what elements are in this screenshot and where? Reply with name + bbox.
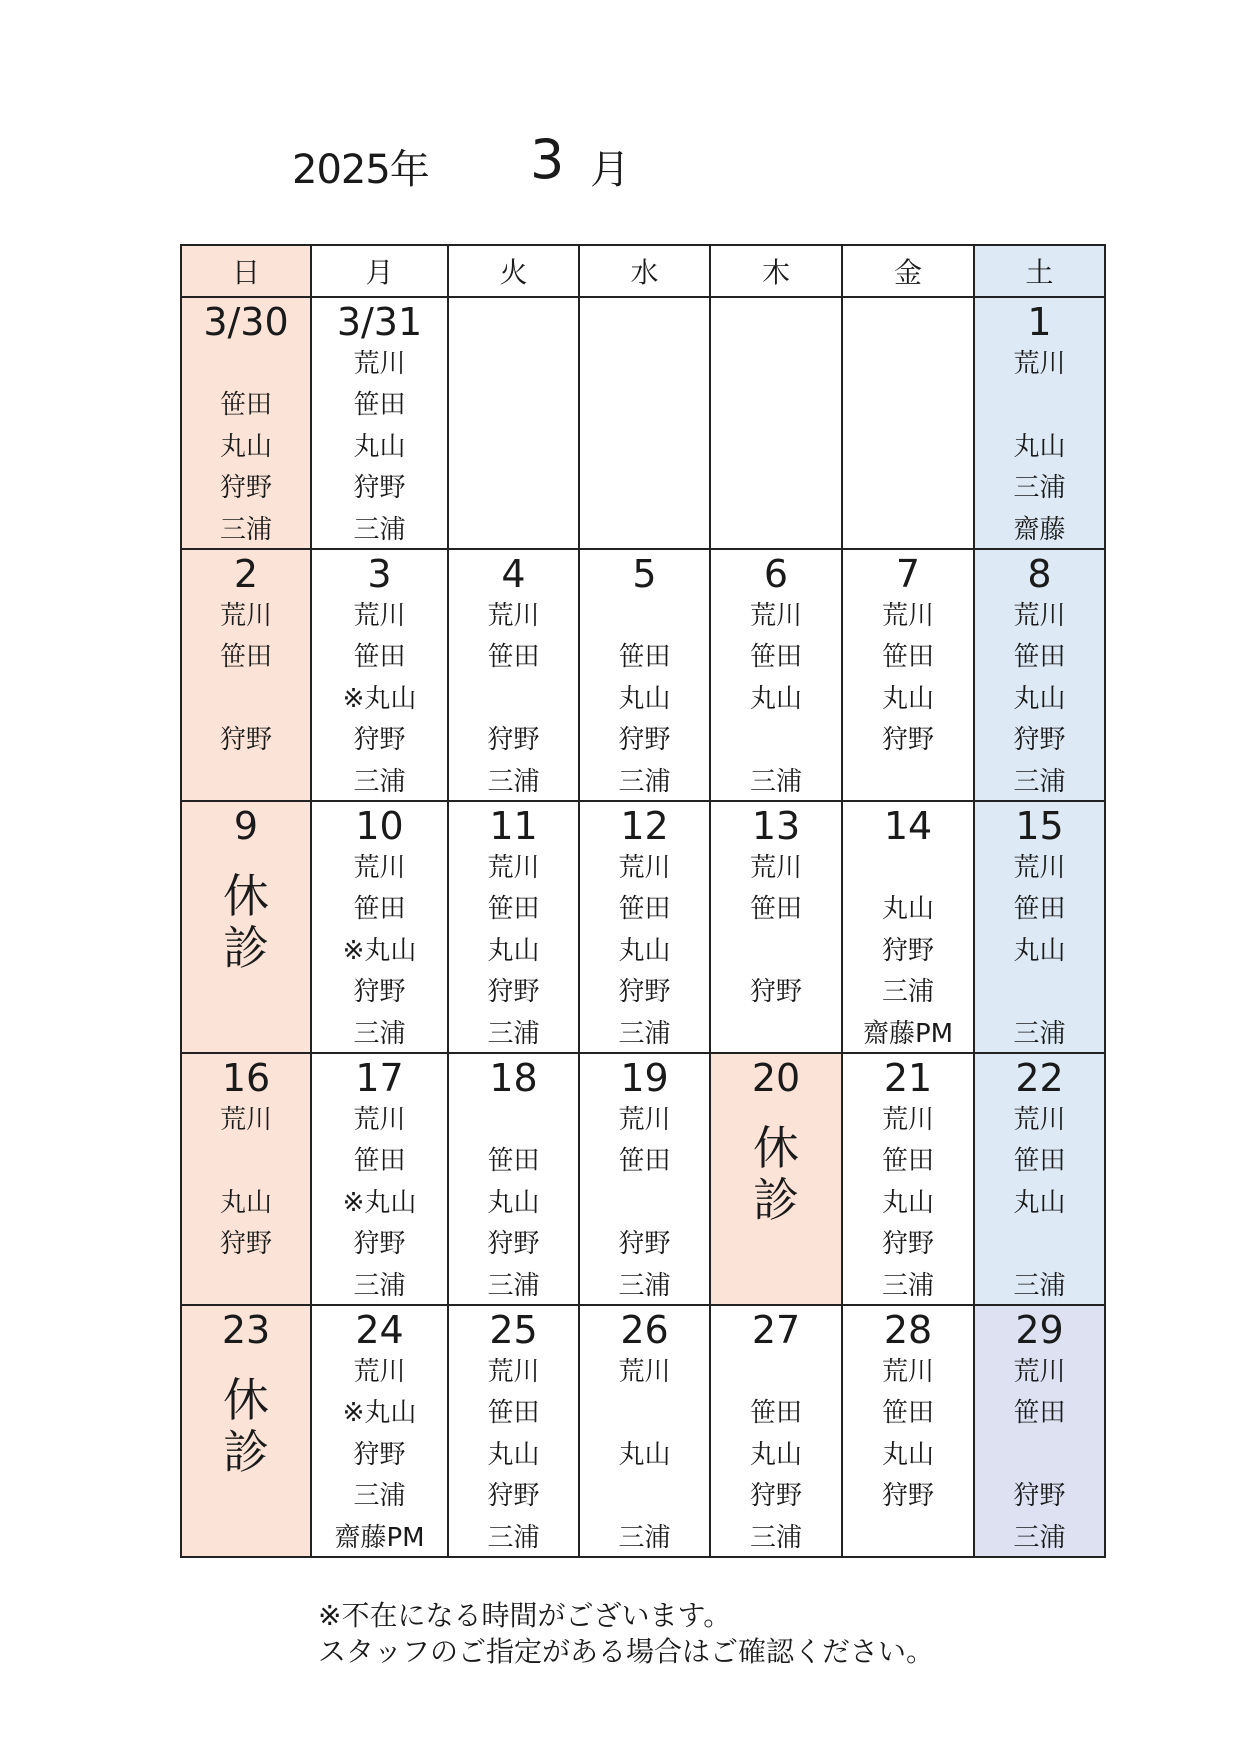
calendar-week-row [181, 801, 1105, 1053]
staff-name [580, 468, 709, 509]
staff-name: 丸山 [353, 431, 406, 462]
day-number: 22 [1015, 1056, 1064, 1100]
staff-name: 荒川 [353, 1105, 406, 1135]
day-number [711, 300, 841, 344]
staff-name: 笹田 [353, 642, 406, 673]
staff-name [711, 931, 841, 972]
staff-name: 三浦 [487, 1018, 540, 1049]
staff-name: 狩野 [618, 1229, 671, 1260]
month-label: 月 [590, 147, 630, 193]
day-number: 11 [489, 804, 538, 848]
staff-name: 丸山 [618, 683, 671, 714]
calendar-day-cell [311, 549, 448, 801]
staff-name: 笹田 [487, 894, 540, 925]
day-number: 4 [501, 552, 526, 596]
staff-name: 三浦 [1013, 766, 1066, 797]
staff-name [843, 427, 973, 468]
calendar-day-cell [710, 297, 842, 549]
staff-name: 丸山 [1013, 1187, 1066, 1218]
staff-name: 三浦 [219, 514, 272, 545]
staff-name: 荒川 [353, 349, 406, 379]
day-number: 29 [1015, 1308, 1064, 1352]
day-number: 17 [355, 1056, 404, 1100]
staff-name: 丸山 [618, 1439, 671, 1470]
staff-name: 荒川 [749, 853, 802, 883]
staff-name: 狩野 [487, 725, 540, 756]
staff-name: 荒川 [487, 853, 540, 883]
staff-name: 笹田 [1013, 1398, 1066, 1429]
staff-name: 荒川 [1013, 853, 1066, 883]
staff-name: 荒川 [618, 1357, 671, 1387]
staff-name [711, 427, 841, 468]
calendar-day-cell [181, 549, 311, 801]
staff-name [449, 510, 578, 551]
staff-name: 三浦 [618, 1018, 671, 1049]
staff-name: 荒川 [353, 853, 406, 883]
calendar-day-cell [710, 1305, 842, 1557]
staff-name [843, 762, 973, 803]
day-number: 16 [221, 1056, 271, 1100]
closed-char: 休 [223, 1373, 269, 1427]
staff-name: 狩野 [881, 1481, 934, 1512]
staff-name: 荒川 [881, 1357, 934, 1387]
staff-name: 丸山 [1013, 935, 1066, 966]
staff-name: 笹田 [618, 1146, 671, 1177]
staff-name: 三浦 [749, 766, 802, 797]
staff-name: 狩野 [1013, 725, 1066, 756]
calendar-week-row [181, 1305, 1105, 1557]
staff-name [580, 427, 709, 468]
calendar-week-row [181, 1053, 1105, 1305]
staff-name: ※丸山 [342, 683, 417, 714]
staff-name: 荒川 [618, 1105, 671, 1135]
day-number: 5 [632, 552, 657, 596]
staff-name [843, 385, 973, 426]
day-number [843, 300, 973, 344]
staff-name: 三浦 [1013, 473, 1066, 504]
weekday-header: 木 [710, 245, 842, 297]
staff-name [711, 344, 841, 385]
staff-name: 丸山 [881, 683, 934, 714]
staff-name: 笹田 [1013, 642, 1066, 673]
staff-name: 狩野 [353, 1229, 406, 1260]
staff-name [843, 1518, 973, 1559]
staff-name: 狩野 [1013, 1481, 1066, 1512]
staff-name: 荒川 [749, 601, 802, 631]
staff-name: 笹田 [219, 390, 272, 421]
staff-name: 丸山 [881, 894, 934, 925]
staff-name: 三浦 [1013, 1270, 1066, 1301]
staff-name [580, 1393, 709, 1434]
staff-name: 狩野 [353, 977, 406, 1008]
day-number: 6 [763, 552, 789, 596]
staff-name [182, 1266, 310, 1307]
calendar-day-cell [579, 1305, 710, 1557]
staff-name: 三浦 [353, 1270, 406, 1301]
staff-name: 笹田 [1013, 894, 1066, 925]
staff-name: 荒川 [487, 601, 540, 631]
month-number: 3 [530, 128, 565, 191]
calendar-day-cell [974, 801, 1105, 1053]
staff-name: 三浦 [618, 1270, 671, 1301]
calendar-day-cell [181, 801, 311, 1053]
day-number: 12 [620, 804, 669, 848]
staff-name: 狩野 [881, 725, 934, 756]
calendar-day-cell [842, 1053, 974, 1305]
staff-name [182, 679, 310, 720]
staff-name: 三浦 [881, 977, 934, 1008]
calendar-day-cell [974, 1053, 1105, 1305]
staff-name: 狩野 [618, 725, 671, 756]
day-number: 28 [883, 1308, 933, 1352]
day-number: 18 [489, 1056, 538, 1100]
staff-name: 三浦 [487, 1522, 540, 1553]
calendar-day-cell [710, 1053, 842, 1305]
staff-name: 狩野 [219, 1229, 272, 1260]
staff-name: 三浦 [618, 766, 671, 797]
staff-name: 荒川 [1013, 1105, 1066, 1135]
calendar-week-row [181, 549, 1105, 801]
staff-name: 笹田 [353, 894, 406, 925]
day-number: 1 [1027, 300, 1052, 344]
staff-name: 笹田 [881, 1398, 934, 1429]
staff-name [843, 848, 973, 889]
staff-name: 三浦 [749, 1522, 802, 1553]
staff-name [449, 468, 578, 509]
staff-name: 狩野 [881, 1229, 934, 1260]
calendar-day-cell [974, 297, 1105, 549]
closed-label [711, 1122, 841, 1226]
day-number: 24 [355, 1308, 404, 1352]
staff-name: 荒川 [353, 1357, 406, 1387]
staff-name [711, 385, 841, 426]
staff-name: 丸山 [1013, 683, 1066, 714]
staff-name: 狩野 [353, 1439, 406, 1470]
staff-name [975, 972, 1104, 1013]
staff-name: 荒川 [881, 601, 934, 631]
calendar-day-cell [448, 1305, 579, 1557]
staff-name: 丸山 [881, 1187, 934, 1218]
staff-name: 齋藤PM [862, 1018, 954, 1049]
closed-label [182, 870, 310, 974]
staff-name: 荒川 [1013, 1357, 1066, 1387]
staff-name [580, 1476, 709, 1517]
staff-name: 三浦 [618, 1522, 671, 1553]
staff-name: 三浦 [1013, 1522, 1066, 1553]
staff-name: 丸山 [487, 935, 540, 966]
staff-name: 荒川 [1013, 349, 1066, 379]
calendar-day-cell [311, 1305, 448, 1557]
calendar-day-cell [448, 297, 579, 549]
weekday-header: 金 [842, 245, 974, 297]
staff-name: 笹田 [487, 1398, 540, 1429]
staff-name: 笹田 [618, 894, 671, 925]
staff-name: 丸山 [487, 1187, 540, 1218]
calendar-day-cell [311, 297, 448, 549]
staff-name [711, 510, 841, 551]
closed-char: 診 [753, 1173, 799, 1227]
calendar-day-cell [311, 801, 448, 1053]
day-number: 20 [751, 1056, 801, 1100]
calendar-day-cell [181, 297, 311, 549]
staff-name [843, 344, 973, 385]
calendar-day-cell [579, 297, 710, 549]
day-number: 19 [620, 1056, 669, 1100]
staff-name: 狩野 [487, 1229, 540, 1260]
staff-name: 荒川 [1013, 601, 1066, 631]
day-number: 3 [367, 552, 392, 596]
day-number: 3/31 [336, 300, 423, 344]
staff-name [182, 344, 310, 385]
staff-name: 荒川 [618, 853, 671, 883]
calendar-day-cell [842, 297, 974, 549]
staff-name [975, 385, 1104, 426]
staff-name: 三浦 [353, 514, 406, 545]
staff-name [975, 1224, 1104, 1265]
weekday-header: 水 [579, 245, 710, 297]
weekday-header: 土 [974, 245, 1105, 297]
day-number [580, 300, 709, 344]
staff-name: 丸山 [749, 683, 802, 714]
staff-name: 笹田 [749, 642, 802, 673]
staff-name: 笹田 [881, 642, 934, 673]
staff-name: 笹田 [353, 390, 406, 421]
day-number: 21 [883, 1056, 933, 1100]
staff-name: 笹田 [749, 1398, 802, 1429]
day-number: 26 [620, 1308, 669, 1352]
staff-name: 笹田 [1013, 1146, 1066, 1177]
calendar-day-cell [579, 1053, 710, 1305]
day-number: 15 [1015, 804, 1064, 848]
weekday-header: 日 [181, 245, 311, 297]
calendar-day-cell [710, 549, 842, 801]
calendar-day-cell [842, 801, 974, 1053]
staff-name: 狩野 [487, 1481, 540, 1512]
staff-name: 狩野 [353, 473, 406, 504]
calendar-week-row [181, 297, 1105, 549]
staff-name: 丸山 [881, 1439, 934, 1470]
staff-name: ※丸山 [342, 1398, 417, 1429]
footnotes [318, 1598, 934, 1670]
calendar-body [181, 297, 1105, 1557]
calendar-day-cell [311, 1053, 448, 1305]
staff-name [580, 1183, 709, 1224]
staff-name [711, 720, 841, 761]
staff-name [580, 510, 709, 551]
staff-name: 三浦 [487, 766, 540, 797]
day-number: 7 [895, 552, 921, 596]
staff-name: 荒川 [353, 601, 406, 631]
staff-name: 三浦 [487, 1270, 540, 1301]
calendar-day-cell [448, 1053, 579, 1305]
staff-name: 荒川 [219, 1105, 272, 1135]
calendar-day-cell [842, 1305, 974, 1557]
staff-name: 笹田 [749, 894, 802, 925]
day-number: 14 [883, 804, 933, 848]
staff-name [449, 344, 578, 385]
staff-name [182, 1141, 310, 1182]
staff-name: 荒川 [487, 1357, 540, 1387]
staff-name [975, 1435, 1104, 1476]
staff-name: 狩野 [618, 977, 671, 1008]
staff-name [449, 427, 578, 468]
staff-name: 狩野 [353, 725, 406, 756]
day-number: 10 [355, 804, 404, 848]
staff-name [449, 679, 578, 720]
staff-name [711, 468, 841, 509]
calendar-day-cell [448, 801, 579, 1053]
staff-name: ※丸山 [342, 1187, 417, 1218]
footnote-absence: ※不在になる時間がございます。 [318, 1599, 732, 1632]
staff-name [182, 762, 310, 803]
calendar-day-cell [181, 1305, 311, 1557]
day-number: 2 [233, 552, 259, 596]
staff-name [843, 510, 973, 551]
staff-name: 丸山 [219, 431, 272, 462]
staff-name: 笹田 [881, 1146, 934, 1177]
day-number: 27 [751, 1308, 801, 1352]
staff-name: 齋藤 [1013, 514, 1066, 545]
staff-name [580, 344, 709, 385]
staff-name: 三浦 [353, 766, 406, 797]
calendar-day-cell [842, 549, 974, 801]
staff-name [449, 1100, 578, 1141]
calendar-title [0, 128, 1240, 198]
staff-name: 笹田 [487, 1146, 540, 1177]
staff-name: 丸山 [618, 935, 671, 966]
staff-name: ※丸山 [342, 935, 417, 966]
calendar-day-cell [974, 1305, 1105, 1557]
staff-name: 丸山 [1013, 431, 1066, 462]
closed-char: 休 [753, 1121, 799, 1175]
staff-name [711, 1014, 841, 1055]
day-number: 9 [233, 804, 259, 848]
calendar-day-cell [181, 1053, 311, 1305]
staff-name: 笹田 [487, 642, 540, 673]
staff-name: 狩野 [749, 977, 802, 1008]
staff-name [580, 385, 709, 426]
day-number: 8 [1027, 552, 1052, 596]
staff-name: 丸山 [749, 1439, 802, 1470]
staff-name [449, 385, 578, 426]
staff-name: 狩野 [219, 473, 272, 504]
day-number: 3/30 [203, 300, 289, 344]
weekday-header: 月 [311, 245, 448, 297]
calendar-day-cell [579, 549, 710, 801]
staff-name: 笹田 [618, 642, 671, 673]
weekday-header: 火 [448, 245, 579, 297]
closed-char: 診 [223, 921, 269, 975]
staff-name: 狩野 [881, 935, 934, 966]
staff-name: 三浦 [1013, 1018, 1066, 1049]
staff-name: 三浦 [881, 1270, 934, 1301]
staff-name: 狩野 [749, 1481, 802, 1512]
year-label: 2025年 [292, 147, 429, 193]
staff-name: 三浦 [353, 1018, 406, 1049]
staff-name: 丸山 [487, 1439, 540, 1470]
day-number: 23 [221, 1308, 271, 1352]
staff-name [843, 468, 973, 509]
day-number: 13 [751, 804, 801, 848]
weekday-header-row [181, 245, 1105, 297]
calendar-day-cell [579, 801, 710, 1053]
staff-name: 狩野 [219, 725, 272, 756]
closed-label [182, 1374, 310, 1478]
staff-name: 狩野 [487, 977, 540, 1008]
staff-name [711, 1352, 841, 1393]
schedule-calendar [180, 244, 1106, 1558]
staff-name: 荒川 [219, 601, 272, 631]
staff-name: 丸山 [219, 1187, 272, 1218]
closed-char: 診 [223, 1425, 269, 1479]
day-number [449, 300, 578, 344]
footnote-staff-request: スタッフのご指定がある場合はご確認ください。 [318, 1635, 935, 1668]
staff-name: 笹田 [219, 642, 272, 673]
closed-char: 休 [223, 869, 269, 923]
staff-name: 齋藤PM [334, 1522, 425, 1553]
day-number: 25 [489, 1308, 538, 1352]
calendar-day-cell [710, 801, 842, 1053]
staff-name: 三浦 [353, 1481, 406, 1512]
calendar-day-cell [974, 549, 1105, 801]
staff-name: 荒川 [881, 1105, 934, 1135]
calendar-day-cell [448, 549, 579, 801]
staff-name [580, 596, 709, 637]
staff-name: 笹田 [353, 1146, 406, 1177]
